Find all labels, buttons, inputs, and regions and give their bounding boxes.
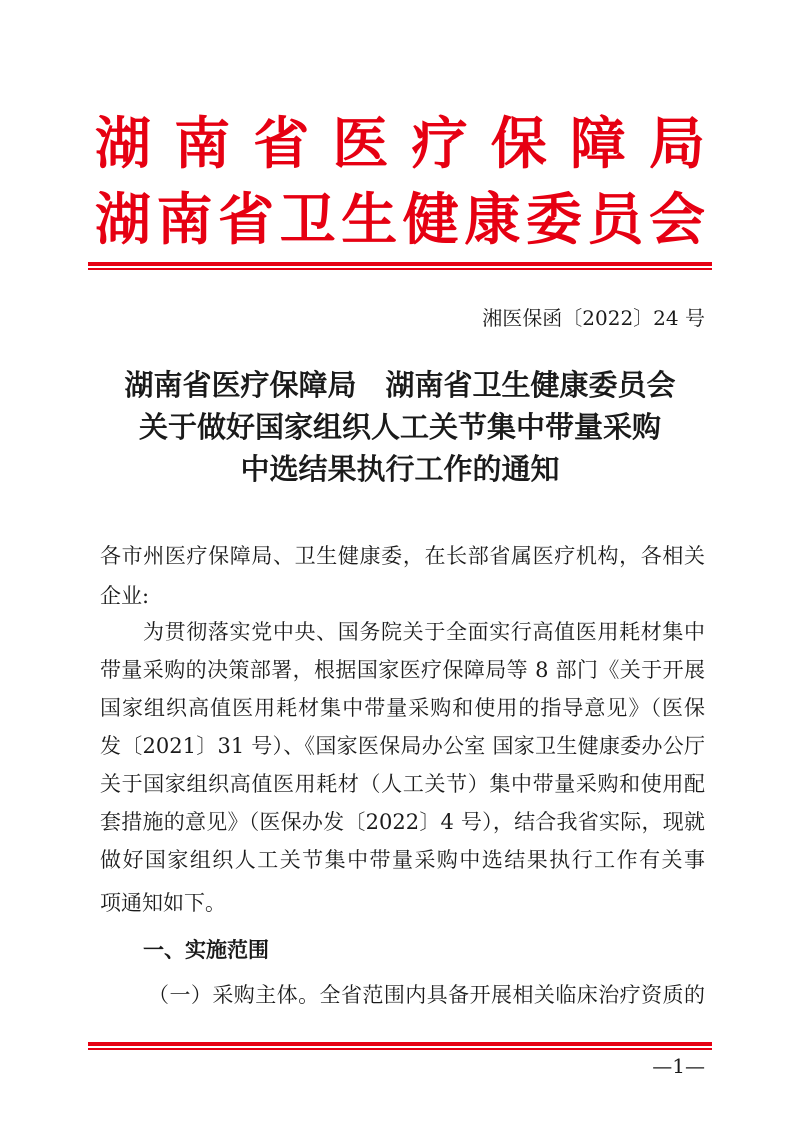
body-line: 关于国家组织高值医用耗材（人工关节）集中带量采购和使用配 [100,772,705,796]
body-line: 国家组织高值医用耗材集中带量采购和使用的指导意见》（医保 [100,696,705,720]
body-line-last: 项通知如下。 [100,891,226,915]
body-line: 带量采购的决策部署，根据国家医疗保障局等 8 部门《关于开展 [100,658,705,682]
subsection-line: （一）采购主体。全省范围内具备开展相关临床治疗资质的 [148,983,705,1007]
header-red-rule-thin [88,268,712,270]
recipient-line-1: 各市州医疗保障局、卫生健康委，在长部省属医疗机构，各相关 [100,544,705,568]
title-line-2: 关于做好国家组织人工关节集中带量采购 [138,410,661,444]
issuer-header-line-2: 湖南省卫生健康委员会 [95,187,705,253]
issuer-header-line-1: 湖南省医疗保障局 [95,111,705,177]
footer-red-rule-thin [88,1048,712,1050]
header-red-rule-thick [88,262,712,266]
document-number: 湘医保函〔2022〕24 号 [482,306,705,330]
body-line: 套措施的意见》（医保办发〔2022〕4 号），结合我省实际，现就 [100,810,705,834]
body-line: 做好国家组织人工关节集中带量采购中选结果执行工作有关事 [100,848,705,872]
page-number: —1— [652,1054,705,1078]
document-title [60,364,740,490]
section-heading: 一、实施范围 [143,938,269,962]
title-line-3: 中选结果执行工作的通知 [240,452,560,486]
recipient-line-2: 企业: [100,584,150,608]
body-line: 发〔2021〕31 号）、《国家医保局办公室 国家卫生健康委办公厅 [100,734,705,758]
title-line-1: 湖南省医疗保障局 湖南省卫生健康委员会 [124,368,676,402]
body-line: 为贯彻落实党中央、国务院关于全面实行高值医用耗材集中 [143,620,705,644]
footer-red-rule-thick [88,1042,712,1046]
